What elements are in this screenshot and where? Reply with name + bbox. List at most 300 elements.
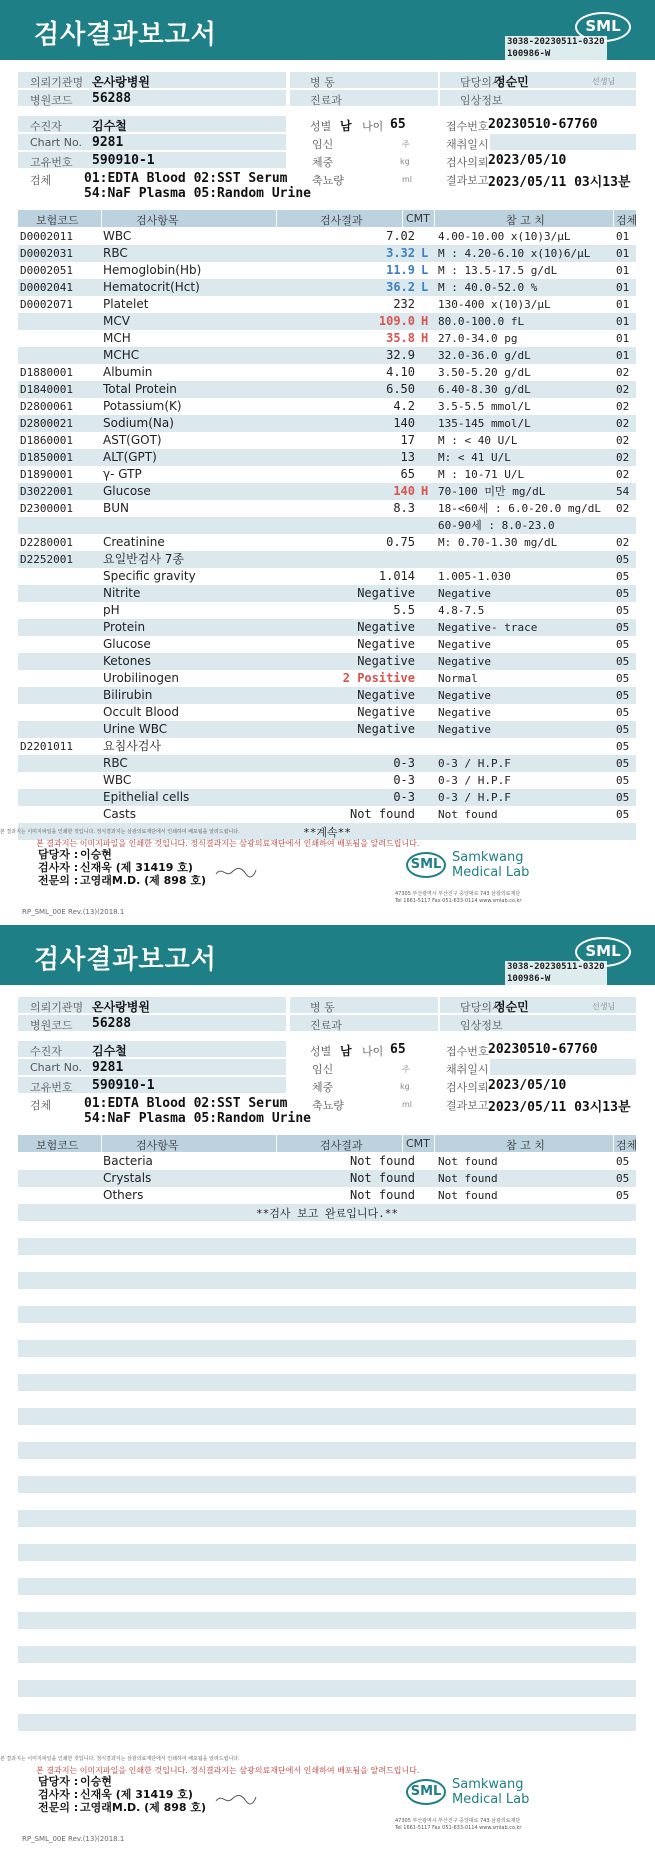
table-row (18, 1357, 636, 1374)
table-row (18, 398, 636, 415)
result-flag: H (421, 314, 429, 328)
specimen-code: 05 (616, 774, 630, 787)
insurance-code: D1880001 (20, 366, 73, 379)
specimen-code: 01 (616, 349, 630, 362)
table-row (18, 1476, 636, 1493)
report-page-2 (0, 925, 655, 1850)
reference-range: 130-400 x(10)3/μL (438, 298, 551, 311)
test-result: Negative (357, 688, 415, 702)
weight-label: 체중 (312, 156, 334, 169)
lab-name-2: Samkwang Medical Lab (452, 1777, 530, 1807)
weight-unit-2: kg (400, 1082, 410, 1091)
results-table-header: 보험코드 검사항목 검사결과 CMT 참 고 치 검체 (18, 210, 636, 227)
table-row (18, 1340, 636, 1357)
patient-header (0, 72, 655, 201)
doctor-label-2: 담당의사 (460, 1001, 503, 1014)
specimen-code: 05 (616, 638, 630, 651)
pregnancy-label: 임신 (312, 138, 334, 151)
report-label: 결과보고 (446, 174, 489, 187)
reference-range: 1.005-1.030 (438, 570, 511, 583)
table-row (18, 1510, 636, 1527)
specimen-value-1-2: 01:EDTA Blood 02:SST Serum (84, 1096, 288, 1111)
table-row (18, 1238, 636, 1255)
test-result: Not found (349, 1188, 415, 1202)
insurance-code: D0002051 (20, 264, 73, 277)
table-row (18, 568, 636, 585)
reference-range: Not found (438, 1172, 498, 1185)
reference-range: 60-90세 : 8.0-23.0 (438, 519, 555, 532)
reference-range: 0-3 / H.P.F (438, 791, 511, 804)
insurance-code: D2252001 (20, 553, 73, 566)
insurance-code: D1860001 (20, 434, 73, 447)
table-row (18, 432, 636, 449)
table-row (18, 313, 636, 330)
sex-value-2: 남 (340, 1044, 352, 1058)
table-row (18, 619, 636, 636)
report-title: 검사결과보고서 (34, 20, 217, 50)
test-item: Protein (103, 620, 146, 634)
receipt-label-2: 접수번호 (446, 1045, 489, 1058)
reference-range: 3.5-5.5 mmol/L (438, 400, 531, 413)
results-table-header-2: 보험코드 검사항목 검사결과 CMT 참 고 치 검체 (18, 1135, 636, 1152)
sex-label-2: 성별 (310, 1045, 332, 1058)
reference-range: 135-145 mmol/L (438, 417, 531, 430)
request-label-2: 검사의뢰 (446, 1081, 489, 1094)
specimen-code: 01 (616, 298, 630, 311)
specimen-value-2-2: 54:NaF Plasma 05:Random Urine (84, 1111, 311, 1126)
doctor-label: 담당의사 (460, 76, 503, 89)
print-notice: 본 결과지는 이미지파일을 인쇄한 것입니다. 정식결과지는 삼광의료재단에서 인쇄하여 배포됨을 알려드립니다. (36, 839, 420, 848)
table-row (18, 296, 636, 313)
institution-value-2: 온사랑병원 (92, 1000, 150, 1014)
test-result: 0-3 (393, 756, 415, 770)
test-result: Negative (357, 620, 415, 634)
table-row (18, 1493, 636, 1510)
insurance-code: D1840001 (20, 383, 73, 396)
test-item: Urine WBC (103, 722, 168, 736)
table-row (18, 500, 636, 517)
table-row (18, 1442, 636, 1459)
table-row (18, 687, 636, 704)
test-item: Others (103, 1188, 144, 1202)
table-row (18, 1595, 636, 1612)
insurance-code: D0002041 (20, 281, 73, 294)
urine-unit: ml (402, 175, 413, 184)
test-result: Negative (357, 722, 415, 736)
specimen-code: 05 (616, 757, 630, 770)
test-item: RBC (103, 246, 128, 260)
receipt-label: 접수번호 (446, 120, 489, 133)
age-label-2: 나이 (362, 1045, 384, 1058)
test-result: 5.5 (393, 603, 415, 617)
specimen-code: 02 (616, 536, 630, 549)
report-value: 2023/05/11 03시13분 (488, 175, 631, 190)
urine-label-2: 축뇨량 (312, 1099, 344, 1112)
urine-unit-2: ml (402, 1100, 413, 1109)
table-row (18, 262, 636, 279)
insurance-code: D0002071 (20, 298, 73, 311)
reference-range: Not found (438, 1189, 498, 1202)
reference-range: Not found (438, 808, 498, 821)
table-row (18, 1731, 636, 1748)
request-value: 2023/05/10 (488, 153, 567, 168)
collect-label-2: 채취일시 (446, 1063, 489, 1076)
test-result: 4.10 (386, 365, 415, 379)
test-item: RBC (103, 756, 128, 770)
chart-label-2: Chart No. (30, 1061, 82, 1074)
specimen-value-2: 54:NaF Plasma 05:Random Urine (84, 186, 311, 201)
specimen-label: 검체 (30, 174, 52, 187)
test-item: WBC (103, 229, 132, 243)
reference-range: M: 0.70-1.30 mg/dL (438, 536, 558, 549)
test-result: 32.9 (386, 348, 415, 362)
reference-range: 3.50-5.20 g/dL (438, 366, 531, 379)
reference-range: Normal (438, 672, 478, 685)
test-result: 17 (400, 433, 415, 447)
reference-range: 0-3 / H.P.F (438, 757, 511, 770)
reference-range: 4.8-7.5 (438, 604, 485, 617)
test-result: 8.3 (393, 501, 415, 515)
reference-range: Negative (438, 655, 491, 668)
doctor-value-2: 정순민 (494, 1000, 529, 1014)
dept-label-2: 진료과 (310, 1019, 342, 1032)
test-item: Albumin (103, 365, 153, 379)
insurance-code: D0002031 (20, 247, 73, 260)
report-number: 3038-20230511-0320 100986-W (507, 37, 605, 59)
institution-value: 온사랑병원 (92, 75, 150, 89)
insurance-code: D2201011 (20, 740, 73, 753)
age-label: 나이 (362, 120, 384, 133)
specimen-code: 05 (616, 1172, 630, 1185)
table-row (18, 1612, 636, 1629)
test-item: ALT(GPT) (103, 450, 157, 464)
specimen-code: 05 (616, 672, 630, 685)
table-row (18, 415, 636, 432)
doctor-value: 정순민 (494, 75, 529, 89)
result-flag: H (421, 331, 429, 345)
test-result: 140 (393, 416, 415, 430)
patient-value: 김수철 (92, 119, 127, 133)
weight-unit: kg (400, 157, 410, 166)
institution-label: 의뢰기관명 (30, 76, 84, 89)
specimen-code: 02 (616, 383, 630, 396)
test-item: Hemoglobin(Hb) (103, 263, 202, 277)
test-result: Not found (349, 1154, 415, 1168)
table-row (18, 381, 636, 398)
table-row (18, 483, 636, 500)
test-item: Platelet (103, 297, 149, 311)
report-value-2: 2023/05/11 03시13분 (488, 1100, 631, 1115)
clinical-label-2: 임상정보 (460, 1019, 503, 1032)
insurance-code: D3022001 (20, 485, 73, 498)
table-row (18, 653, 636, 670)
test-item: AST(GOT) (103, 433, 162, 447)
table-row (18, 755, 636, 772)
specimen-code: 05 (616, 570, 630, 583)
table-row (18, 1527, 636, 1544)
doctor-suffix-2: 선생님 (592, 1002, 616, 1011)
specimen-code: 01 (616, 230, 630, 243)
request-value-2: 2023/05/10 (488, 1078, 567, 1093)
insurance-code: D0002011 (20, 230, 73, 243)
test-result: 232 (393, 297, 415, 311)
table-row (18, 449, 636, 466)
test-item: MCHC (103, 348, 140, 362)
sex-value: 남 (340, 119, 352, 133)
specimen-code: 02 (616, 417, 630, 430)
specimen-code: 02 (616, 366, 630, 379)
test-result: 11.9 (386, 263, 415, 277)
insurance-code: D2280001 (20, 536, 73, 549)
patient-value-2: 김수철 (92, 1044, 127, 1058)
result-flag: H (421, 484, 429, 498)
test-item: Glucose (103, 484, 151, 498)
collect-label: 채취일시 (446, 138, 489, 151)
report-number-2: 3038-20230511-0320 100986-W (507, 962, 605, 984)
test-item: Occult Blood (103, 705, 179, 719)
table-row (18, 1391, 636, 1408)
ward-label: 병 동 (310, 76, 335, 89)
specimen-code: 01 (616, 315, 630, 328)
reference-range: Not found (438, 1155, 498, 1168)
test-result: 0.75 (386, 535, 415, 549)
test-item: BUN (103, 501, 129, 515)
specimen-code: 02 (616, 400, 630, 413)
chart-value: 9281 (92, 135, 124, 150)
test-item: Glucose (103, 637, 151, 651)
test-item: γ- GTP (103, 467, 142, 481)
table-row (18, 1578, 636, 1595)
test-result: 4.2 (393, 399, 415, 413)
specimen-code: 05 (616, 553, 630, 566)
test-item: MCH (103, 331, 131, 345)
table-row (18, 789, 636, 806)
reference-range: 70-100 미만 mg/dL (438, 485, 546, 498)
reference-range: 80.0-100.0 fL (438, 315, 525, 328)
specimen-code: 01 (616, 264, 630, 277)
table-row (18, 279, 636, 296)
test-item: pH (103, 603, 120, 617)
table-row (18, 1697, 636, 1714)
test-result: 1.014 (378, 569, 415, 583)
weight-label-2: 체중 (312, 1081, 334, 1094)
table-row (18, 704, 636, 721)
result-flag: L (421, 246, 429, 260)
table-row (18, 1425, 636, 1442)
test-result: 65 (400, 467, 415, 481)
reference-range: Negative (438, 723, 491, 736)
hospital-code-value-2: 56288 (92, 1016, 132, 1031)
insurance-code: D1850001 (20, 451, 73, 464)
reference-range: 6.40-8.30 g/dL (438, 383, 531, 396)
table-row (18, 534, 636, 551)
specimen-code: 02 (616, 502, 630, 515)
specimen-code: 54 (616, 485, 630, 498)
table-row (18, 1646, 636, 1663)
table-row (18, 1323, 636, 1340)
specimen-code: 01 (616, 247, 630, 260)
reference-range: Negative (438, 706, 491, 719)
report-title-2: 검사결과보고서 (34, 945, 217, 975)
reference-range: M : 13.5-17.5 g/dL (438, 264, 558, 277)
test-item: Specific gravity (103, 569, 196, 583)
insurance-code: D2800021 (20, 417, 73, 430)
table-row (18, 1306, 636, 1323)
test-result: 2 Positive (342, 671, 415, 685)
clinical-label: 임상정보 (460, 94, 503, 107)
patient-header-2 (0, 997, 655, 1126)
specimen-code: 05 (616, 689, 630, 702)
hospital-code-label: 병원코드 (30, 94, 73, 107)
test-item: Total Protein (103, 382, 177, 396)
table-row (18, 1221, 636, 1238)
specimen-code: 01 (616, 281, 630, 294)
test-item: Epithelial cells (103, 790, 190, 804)
table-row (18, 466, 636, 483)
table-row (18, 1204, 636, 1221)
specimen-code: 02 (616, 468, 630, 481)
reference-range: 27.0-34.0 pg (438, 332, 518, 345)
reference-range: M : 40.0-52.0 % (438, 281, 538, 294)
specimen-code: 05 (616, 706, 630, 719)
table-row (18, 1714, 636, 1731)
reference-range: 4.00-10.00 x(10)3/μL (438, 230, 571, 243)
form-number: RP_SML_00E Rev.(13)(2018.1 (22, 908, 125, 916)
request-label: 검사의뢰 (446, 156, 489, 169)
test-item: Bacteria (103, 1154, 153, 1168)
table-row (18, 1255, 636, 1272)
table-row (18, 347, 636, 364)
test-item: Bilirubin (103, 688, 153, 702)
table-row (18, 1374, 636, 1391)
specimen-code: 05 (616, 808, 630, 821)
institution-label-2: 의뢰기관명 (30, 1001, 84, 1014)
table-row (18, 670, 636, 687)
test-item: 요침사검사 (103, 739, 161, 753)
reference-range: M : 10-71 U/L (438, 468, 525, 481)
test-result: 109.0 (378, 314, 415, 328)
table-row (18, 1561, 636, 1578)
test-result: 36.2 (386, 280, 415, 294)
table-row (18, 772, 636, 789)
table-row (18, 1289, 636, 1306)
test-item: Potassium(K) (103, 399, 182, 413)
staff-list: 담당자 : 이승현 검사자 : 신재욱 (제 31419 호) 전문의 : 고영래M.D. (제 898 호) (38, 848, 207, 887)
table-row (18, 738, 636, 755)
reference-range: 18-<60세 : 6.0-20.0 mg/dL (438, 502, 601, 515)
urine-label: 축뇨량 (312, 174, 344, 187)
test-item: Creatinine (103, 535, 165, 549)
table-row (18, 1272, 636, 1289)
sex-label: 성별 (310, 120, 332, 133)
test-item: Nitrite (103, 586, 141, 600)
test-result: 0-3 (393, 773, 415, 787)
page-status-note: **계속** (303, 826, 351, 839)
reference-range: M : < 40 U/L (438, 434, 518, 447)
table-row (18, 806, 636, 823)
age-value: 65 (390, 117, 406, 132)
table-row (18, 517, 636, 534)
age-value-2: 65 (390, 1042, 406, 1057)
table-row (18, 1680, 636, 1697)
result-flag: L (421, 280, 429, 294)
sml-logo-icon: SML (575, 12, 631, 42)
id-value: 590910-1 (92, 153, 155, 168)
table-row (18, 245, 636, 262)
specimen-code: 05 (616, 1189, 630, 1202)
reference-range: M : 4.20-6.10 x(10)6/μL (438, 247, 591, 260)
report-footer-2: 본 결과지는 이미지파일을 인쇄한 것입니다. 정식결과지는 삼광의료재단에서 인쇄하여 배포됨을 알려드립니다. 본 결과지는 이미지파일을 인쇄한 것입니다. 정식결과지는 삼광의료재단에서 인쇄하여 배포됨을 알려드립니다. 담당자 : 이승현 검사자 : 신재욱 (제 31419 호) 전문의 : 고영래M.D. (제 898 호) SML Samkwang Medical Lab 47305 부산광역시 부산진구 중앙대로 743 삼광의료재단 Tel 1661-5117 Fax 051-633-0114 www.smlab.co.kr RP_SML_00E Rev.(13)(2018.1 (0, 1756, 530, 1843)
table-row (18, 1459, 636, 1476)
insurance-code: D2300001 (20, 502, 73, 515)
samkwang-logo-icon-2: SML (406, 1777, 446, 1807)
specimen-code: 05 (616, 604, 630, 617)
id-label-2: 고유번호 (30, 1081, 73, 1094)
patient-label: 수진자 (30, 120, 62, 133)
test-result: 140 (393, 484, 415, 498)
test-result: Negative (357, 654, 415, 668)
dept-label: 진료과 (310, 94, 342, 107)
patient-label-2: 수진자 (30, 1045, 62, 1058)
specimen-code: 02 (616, 451, 630, 464)
test-item: 요일반검사 7종 (103, 552, 185, 566)
staff-list-2: 담당자 : 이승현 검사자 : 신재욱 (제 31419 호) 전문의 : 고영래M.D. (제 898 호) (38, 1775, 207, 1814)
table-row (18, 1544, 636, 1561)
test-result: 3.32 (386, 246, 415, 260)
test-result: 35.8 (386, 331, 415, 345)
signature-icon (214, 864, 258, 880)
samkwang-logo-icon: SML (406, 850, 446, 880)
table-row (18, 364, 636, 381)
chart-label: Chart No. (30, 136, 82, 149)
insurance-code: D2800061 (20, 400, 73, 413)
specimen-code: 05 (616, 1155, 630, 1168)
receipt-value-2: 20230510-67760 (488, 1042, 598, 1057)
table-row (18, 1170, 636, 1187)
table-row (18, 585, 636, 602)
test-result: Negative (357, 586, 415, 600)
table-row (18, 636, 636, 653)
print-notice-2: 본 결과지는 이미지파일을 인쇄한 것입니다. 정식결과지는 삼광의료재단에서 인쇄하여 배포됨을 알려드립니다. (36, 1766, 420, 1775)
test-result: Not found (349, 1171, 415, 1185)
test-item: Casts (103, 807, 136, 821)
reference-range: 0-3 / H.P.F (438, 774, 511, 787)
test-item: Crystals (103, 1171, 152, 1185)
specimen-code: 02 (616, 434, 630, 447)
test-result: Not found (349, 807, 415, 821)
test-item: Ketones (103, 654, 151, 668)
chart-value-2: 9281 (92, 1060, 124, 1075)
form-number-2: RP_SML_00E Rev.(13)(2018.1 (22, 1835, 125, 1843)
page-status-note: **검사 보고 완료입니다.** (256, 1207, 398, 1220)
specimen-code: 05 (616, 740, 630, 753)
table-row (18, 1408, 636, 1425)
test-item: Sodium(Na) (103, 416, 174, 430)
table-row (18, 1153, 636, 1170)
table-row (18, 1187, 636, 1204)
report-page-1 (0, 0, 655, 920)
pregnancy-unit: 주 (402, 140, 410, 149)
reference-range: Negative (438, 587, 491, 600)
specimen-code: 05 (616, 621, 630, 634)
test-item: WBC (103, 773, 132, 787)
report-footer-1: 본 결과지는 이미지파일을 인쇄한 것입니다. 정식결과지는 삼광의료재단에서 인쇄하여 배포됨을 알려드립니다. 본 결과지는 이미지파일을 인쇄한 것입니다. 정식결과지는 삼광의료재단에서 인쇄하여 배포됨을 알려드립니다. 담당자 : 이승현 검사자 : 신재욱 (제 31419 호) 전문의 : 고영래M.D. (제 898 호) SML Samkwang Medical Lab 47305 부산광역시 부산진구 중앙대로 743 삼광의료재단 Tel 1661-5117 Fax 051-633-0114 www.smlab.co.kr RP_SML_00E Rev.(13)(2018.1 (0, 829, 530, 916)
pregnancy-unit-2: 주 (402, 1065, 410, 1074)
doctor-suffix: 선생님 (592, 77, 616, 86)
test-result: Negative (357, 705, 415, 719)
hospital-code-label-2: 병원코드 (30, 1019, 73, 1032)
table-row (18, 330, 636, 347)
